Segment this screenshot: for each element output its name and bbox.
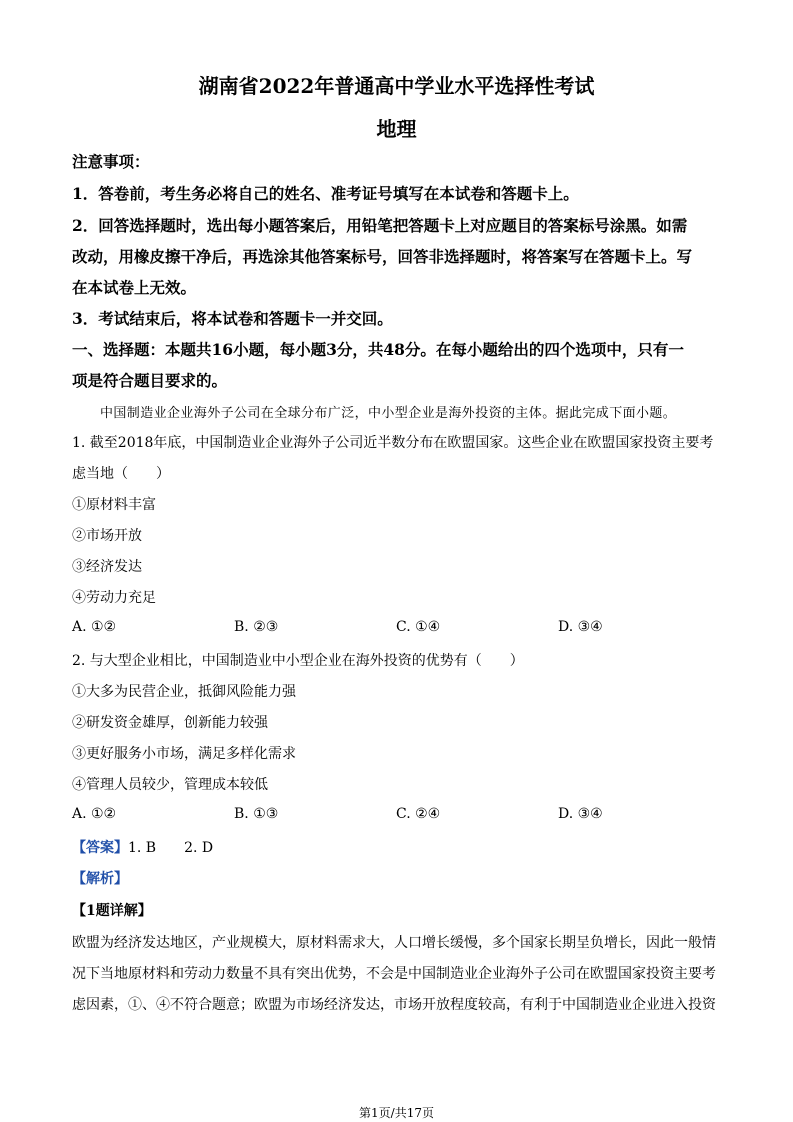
exam-title: 湖南省2022年普通高中学业水平选择性考试 bbox=[198, 74, 595, 98]
q1-stem-line-2: 虑当地（ ） bbox=[72, 466, 170, 482]
q2-option-c: C. ②④ bbox=[396, 806, 441, 822]
analysis-text-line-2: 况下当地原材料和劳动力数量不具有突出优势，不会是中国制造业企业海外子公司在欧盟国家投资主要考 bbox=[72, 966, 716, 982]
q2-option-d: D. ③④ bbox=[558, 806, 603, 822]
analysis-text-line-3: 虑因素，①、④不符合题意；欧盟为市场经济发达，市场开放程度较高，有利于中国制造业企业进入投资 bbox=[72, 997, 716, 1013]
analysis-text-line-1: 欧盟为经济发达地区，产业规模大，原材料需求大，人口增长缓慢，多个国家长期呈负增长，因此一般情 bbox=[72, 935, 716, 951]
answer-text: 1. B 2. D bbox=[128, 840, 214, 856]
q1-stem-line-1: 1. 截至2018年底，中国制造业企业海外子公司近半数分布在欧盟国家。这些企业在欧盟国家投资主要考 bbox=[72, 435, 714, 451]
q1-item-2: ②市场开放 bbox=[72, 528, 142, 544]
notice-item-2-line-2: 改动，用橡皮擦干净后，再选涂其他答案标号，回答非选择题时，将答案写在答题卡上。写 bbox=[72, 247, 693, 266]
q1-option-d: D. ③④ bbox=[558, 619, 603, 635]
q2-item-2: ②研发资金雄厚，创新能力较强 bbox=[72, 715, 268, 731]
q2-item-4: ④管理人员较少，管理成本较低 bbox=[72, 777, 268, 793]
section-heading-line-2: 项是符合题目要求的。 bbox=[72, 371, 228, 390]
analysis-tag: 【解析】 bbox=[72, 871, 128, 887]
q2-stem: 2. 与大型企业相比，中国制造业中小型企业在海外投资的优势有（ ） bbox=[72, 653, 524, 669]
passage-intro: 中国制造业企业海外子公司在全球分布广泛，中小型企业是海外投资的主体。据此完成下面小题。 bbox=[100, 406, 677, 421]
notice-item-2-line-1: 2．回答选择题时，选出每小题答案后，用铅笔把答题卡上对应题目的答案标号涂黑。如需 bbox=[72, 216, 688, 235]
analysis-line bbox=[72, 868, 128, 888]
answer-line bbox=[72, 837, 213, 857]
q1-item-1: ①原材料丰富 bbox=[72, 497, 156, 513]
q1-detail-heading: 【1题详解】 bbox=[72, 903, 152, 919]
q2-item-3: ③更好服务小市场，满足多样化需求 bbox=[72, 746, 296, 762]
answer-tag: 【答案】 bbox=[72, 840, 128, 856]
q1-item-3: ③经济发达 bbox=[72, 559, 142, 575]
section-heading-line-1: 一、选择题：本题共16小题，每小题3分，共48分。在每小题给出的四个选项中，只有一 bbox=[72, 340, 684, 359]
q1-option-c: C. ①④ bbox=[396, 619, 441, 635]
q2-item-1: ①大多为民营企业，抵御风险能力强 bbox=[72, 684, 296, 700]
q1-option-a: A. ①② bbox=[72, 619, 117, 635]
q2-option-b: B. ①③ bbox=[234, 806, 279, 822]
page-footer: 第1页/共17页 bbox=[359, 1106, 434, 1120]
subject-title: 地理 bbox=[376, 117, 417, 141]
notice-item-2-line-3: 在本试卷上无效。 bbox=[72, 278, 197, 297]
notice-item-1: 1．答卷前，考生务必将自己的姓名、准考证号填写在本试卷和答题卡上。 bbox=[72, 184, 579, 203]
notice-heading: 注意事项： bbox=[72, 152, 150, 171]
notice-item-3: 3．考试结束后，将本试卷和答题卡一并交回。 bbox=[72, 309, 393, 328]
q1-item-4: ④劳动力充足 bbox=[72, 590, 156, 606]
q1-option-b: B. ②③ bbox=[234, 619, 279, 635]
q2-option-a: A. ①② bbox=[72, 806, 117, 822]
